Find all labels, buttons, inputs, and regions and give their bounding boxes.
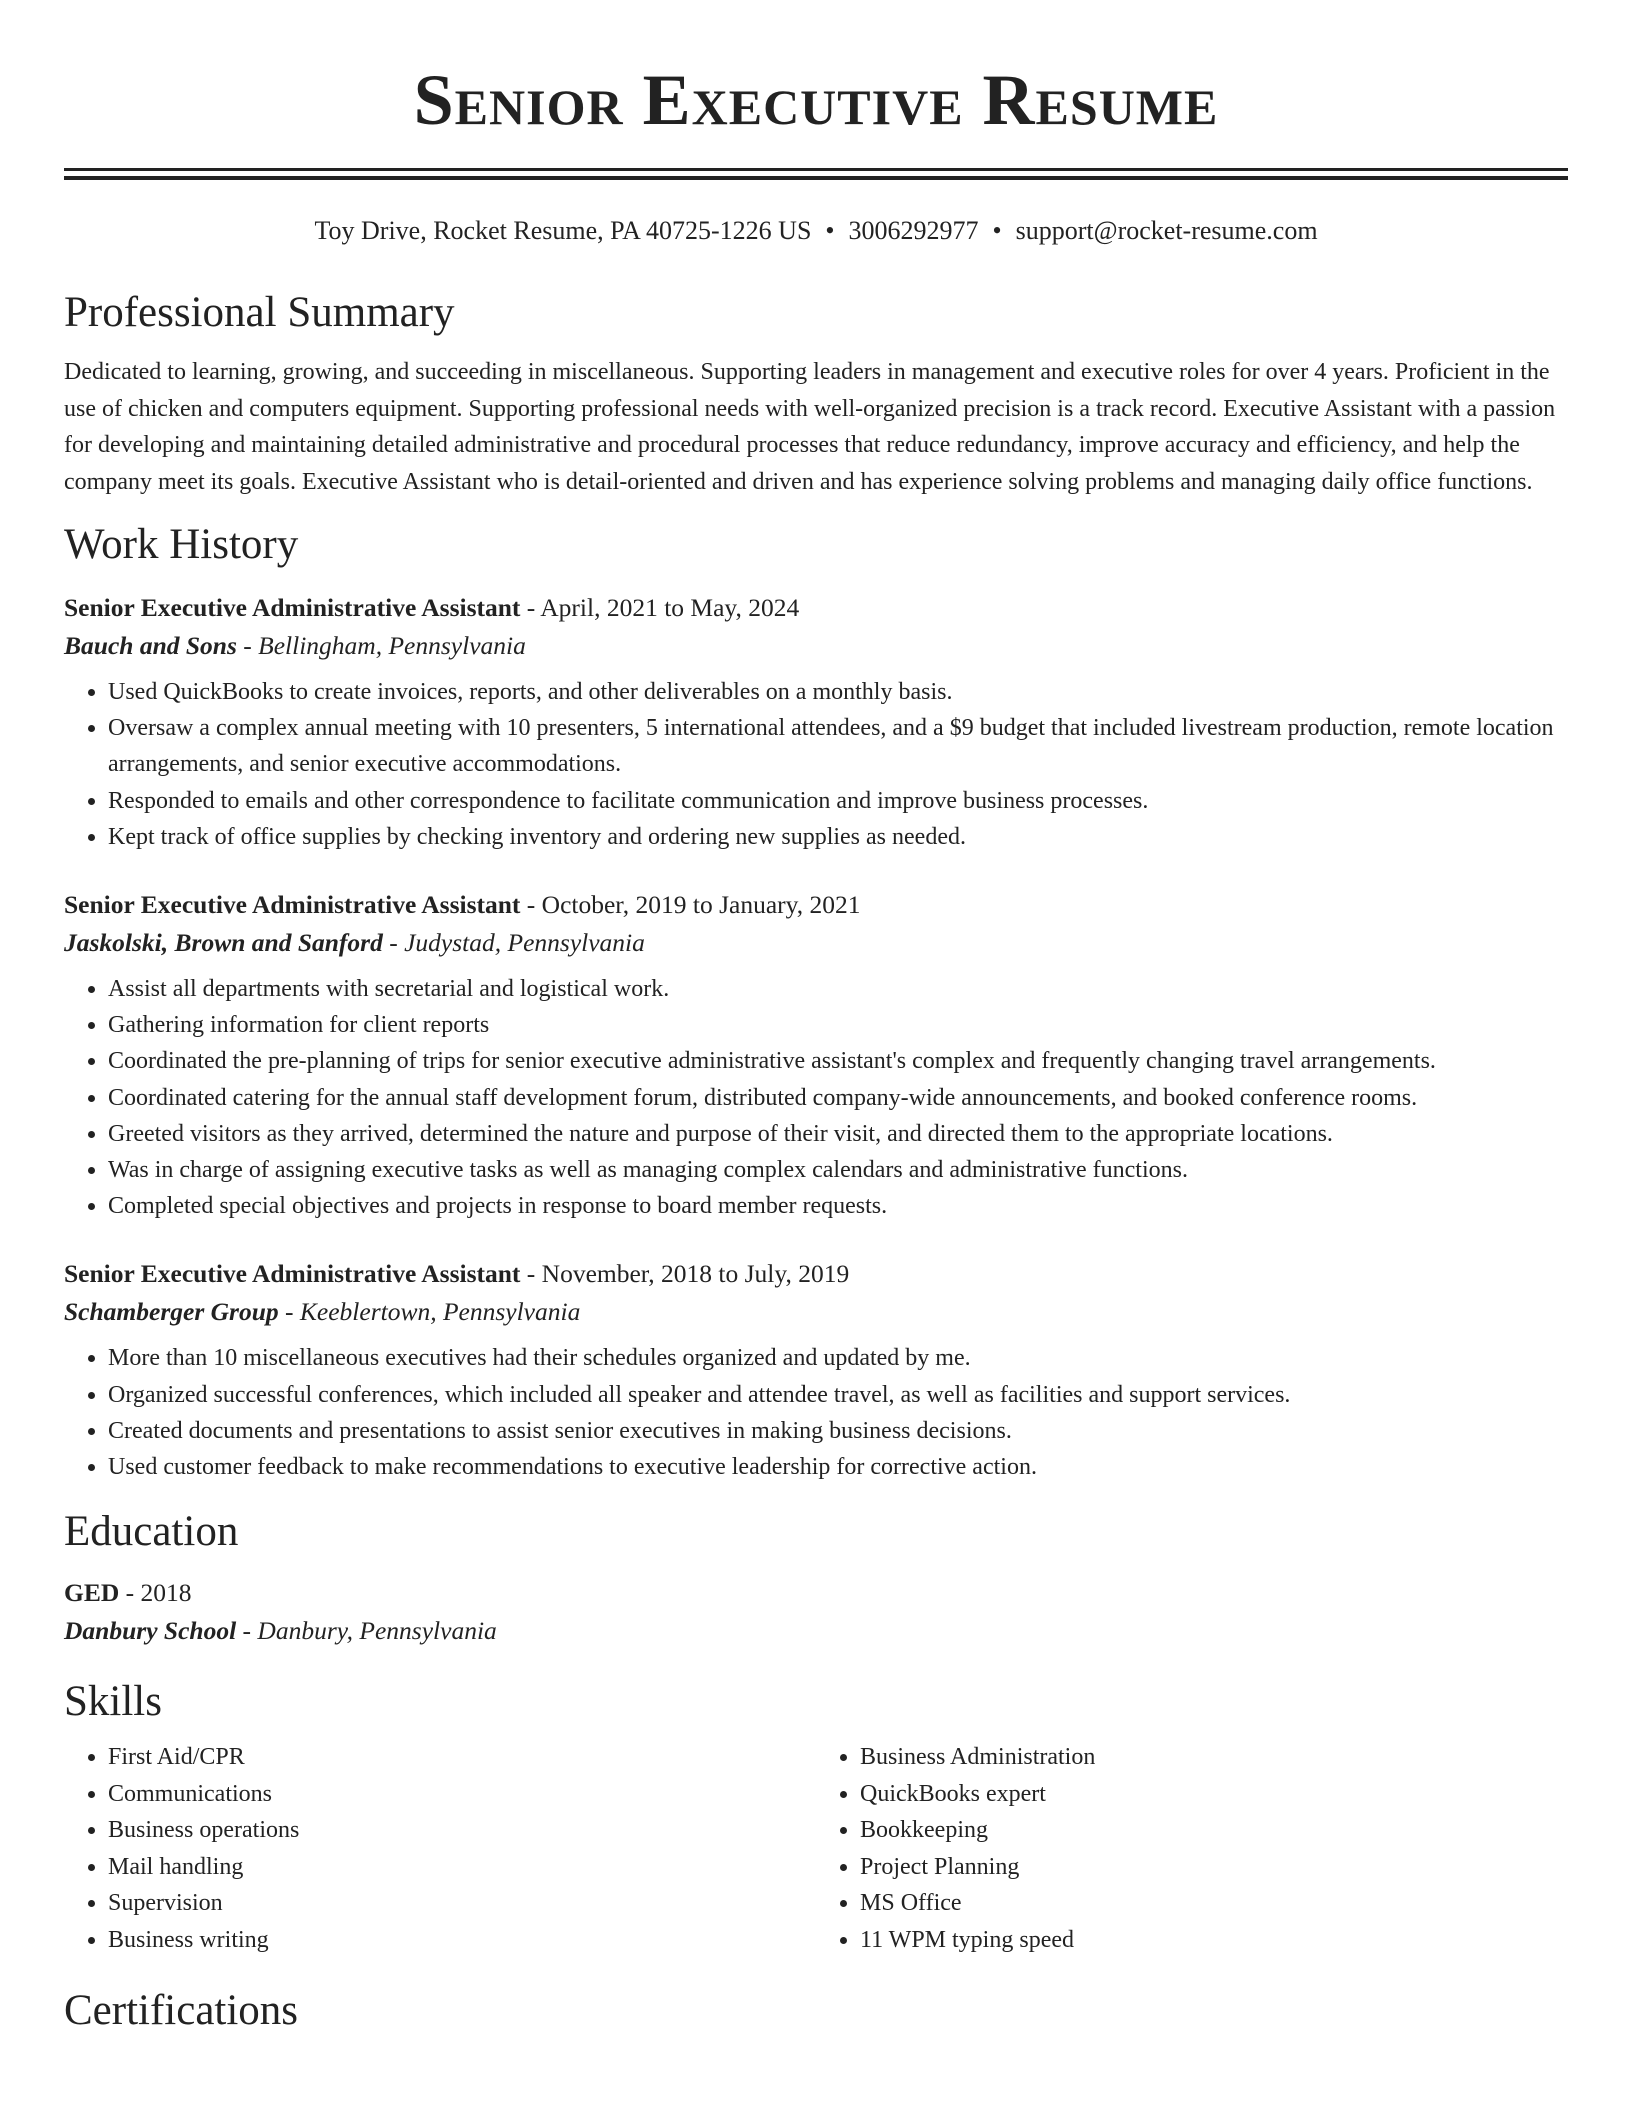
job-dates: - April, 2021 to May, 2024 — [526, 593, 800, 622]
job-company: Bauch and Sons — [64, 631, 237, 660]
job-bullet: • Gathering information for client reports — [108, 1007, 1568, 1043]
skill-item: • Mail handling — [108, 1849, 816, 1886]
job-title: Senior Executive Administrative Assistant — [64, 890, 521, 920]
skill-item: • First Aid/CPR — [108, 1739, 816, 1776]
contact-line — [64, 214, 1568, 248]
job-company-line — [64, 626, 1568, 666]
job-company: Jaskolski, Brown and Sanford — [64, 928, 383, 958]
education-location: - Danbury, Pennsylvania — [242, 1616, 497, 1646]
skill-item: • Communications — [108, 1776, 816, 1813]
contact-separator: • — [992, 216, 1002, 245]
certifications-heading: Certifications — [64, 1987, 299, 2035]
job-bullet: • Coordinated catering for the annual staff development forum, distributed company-wide announcements, and booked conference rooms. — [108, 1080, 1568, 1116]
job-company: Schamberger Group — [64, 1297, 279, 1327]
job-entry — [64, 1256, 1568, 1485]
job-title-line — [64, 590, 1568, 626]
job-entry — [64, 590, 1568, 855]
job-bullet: • Kept track of office supplies by checking inventory and ordering new supplies as needed. — [108, 819, 1568, 855]
job-bullet: • Responded to emails and other correspondence to facilitate communication and improve business processes. — [108, 783, 1568, 819]
skills-columns — [64, 1739, 1568, 1958]
contact-phone: 3006292977 — [848, 216, 979, 245]
contact-address: Toy Drive, Rocket Resume, PA 40725-1226 US — [314, 216, 812, 245]
job-bullet: • More than 10 miscellaneous executives had their schedules organized and updated by me. — [108, 1340, 1568, 1376]
job-bullet: • Was in charge of assigning executive tasks as well as managing complex calendars and administrative functions. — [108, 1152, 1568, 1188]
education-heading: Education — [64, 1508, 239, 1556]
skill-item: • Business operations — [108, 1812, 816, 1849]
education-year: - 2018 — [125, 1578, 192, 1608]
education-degree: GED — [64, 1578, 120, 1608]
job-location: - Keeblertown, Pennsylvania — [285, 1297, 581, 1327]
skills-right-list — [816, 1739, 1568, 1958]
education-entry — [64, 1575, 1568, 1651]
job-title: Senior Executive Administrative Assistant — [64, 593, 521, 622]
skill-item: • QuickBooks expert — [860, 1776, 1568, 1813]
job-bullet: • Completed special objectives and projects in response to board member requests. — [108, 1188, 1568, 1224]
job-dates: - October, 2019 to January, 2021 — [526, 890, 861, 920]
job-dates: - November, 2018 to July, 2019 — [526, 1259, 850, 1289]
skill-item: • 11 WPM typing speed — [860, 1922, 1568, 1959]
resume-title: Senior Executive Resume — [413, 60, 1219, 140]
skills-left-list — [64, 1739, 816, 1958]
education-school: Danbury School — [64, 1616, 237, 1646]
skills-heading: Skills — [64, 1678, 162, 1726]
job-company-line — [64, 1292, 1568, 1332]
job-entry — [64, 887, 1568, 1224]
work-history-heading: Work History — [64, 521, 299, 568]
skill-item: • MS Office — [860, 1885, 1568, 1922]
education-school-line — [64, 1611, 1568, 1651]
job-bullets — [64, 1340, 1568, 1485]
job-bullet: • Used customer feedback to make recommendations to executive leadership for corrective action. — [108, 1449, 1568, 1485]
title-divider — [64, 168, 1568, 180]
job-company-line — [64, 923, 1568, 963]
job-bullet: • Organized successful conferences, which included all speaker and attendee travel, as well as facilities and support services. — [108, 1377, 1568, 1413]
job-bullet: • Used QuickBooks to create invoices, reports, and other deliverables on a monthly basis. — [108, 674, 1568, 710]
job-bullets — [64, 674, 1568, 855]
contact-email[interactable]: support@rocket-resume.com — [1015, 216, 1318, 245]
job-title: Senior Executive Administrative Assistant — [64, 1259, 521, 1289]
job-bullet: • Assist all departments with secretarial and logistical work. — [108, 971, 1568, 1007]
skill-item: • Business Administration — [860, 1739, 1568, 1776]
skill-item: • Project Planning — [860, 1849, 1568, 1886]
job-location: - Bellingham, Pennsylvania — [243, 631, 526, 660]
job-bullet: • Oversaw a complex annual meeting with 10 presenters, 5 international attendees, and a $9 budget that included livestream production, remote location arrangements, and senior executive accommodations. — [108, 710, 1568, 782]
job-bullet: • Created documents and presentations to assist senior executives in making business decisions. — [108, 1413, 1568, 1449]
skill-item: • Business writing — [108, 1922, 816, 1959]
skill-item: • Bookkeeping — [860, 1812, 1568, 1849]
job-title-line — [64, 887, 1568, 923]
job-location: - Judystad, Pennsylvania — [389, 928, 645, 958]
education-degree-line — [64, 1575, 1568, 1611]
resume-page — [64, 0, 1568, 2036]
job-bullets — [64, 971, 1568, 1224]
summary-heading: Professional Summary — [64, 289, 455, 336]
skill-item: • Supervision — [108, 1885, 816, 1922]
job-title-line — [64, 1256, 1568, 1292]
summary-text: Dedicated to learning, growing, and succeeding in miscellaneous. Supporting leaders in management and executive roles for over 4 years. Proficient in the use of chicken and computers equipment. Supporting professional needs with well-organized precision is a track record. Executive Assistant with a passion for developing and maintaining detailed administrative and procedural processes that reduce redundancy, improve accuracy and efficiency, and help the company meet its goals. Executive Assistant who is detail-oriented and driven and has experience solving problems and managing daily office functions. — [64, 359, 1556, 495]
contact-separator: • — [825, 216, 835, 245]
job-bullet: • Greeted visitors as they arrived, determined the nature and purpose of their visit, and directed them to the appropriate locations. — [108, 1116, 1568, 1152]
job-bullet: • Coordinated the pre-planning of trips for senior executive administrative assistant's complex and frequently changing travel arrangements. — [108, 1043, 1568, 1079]
